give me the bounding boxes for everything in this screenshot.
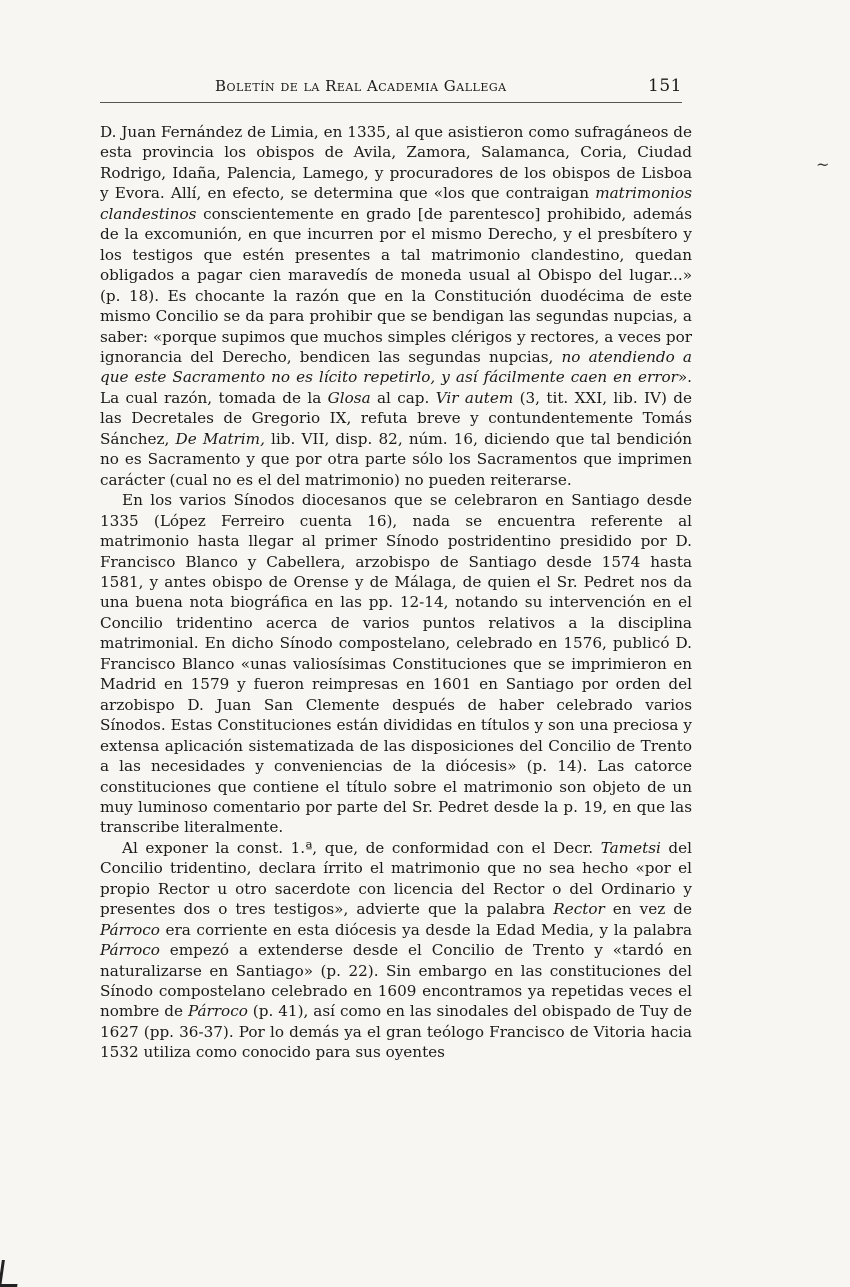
text-run: al cap. bbox=[370, 388, 436, 407]
paragraph bbox=[100, 122, 692, 490]
italic-text-run: Párroco bbox=[100, 920, 160, 939]
italic-text-run: De Matrim, bbox=[175, 429, 265, 448]
text-run: en vez de bbox=[604, 900, 692, 919]
italic-text-run: Vir autem bbox=[435, 388, 514, 407]
text-run: (3, tit. XXI, lib. IV) de las Decretales de Gregorio IX, refuta breve y contundentemente Tomás Sánchez, bbox=[100, 388, 692, 448]
text-run: ». La cual razón, tomada de la bbox=[100, 368, 692, 407]
text-run: conscientemente en grado [de parentesco] prohibido, además de la excomunión, en que incurren por el mismo Derecho, y el presbítero y los testigos que estén presentes a tal matrimonio clandestino, quedan obligados a pagar cien maravedís de moneda usual al Obispo del lugar...» (p. 18). Es chocante la razón que en la Constitución duodécima de este mismo Concilio se da para prohibir que se bendigan las segundas nupcias, a saber: «porque supimos que muchos simples clérigos y rectores, a veces por ignorancia del Derecho, bendicen las segundas nupcias, bbox=[100, 204, 692, 366]
text-run: D. Juan Fernández de Limia, en 1335, al que asistieron como sufragáneos de esta provincia los obispos de Avila, Zamora, Salamanca, Coria, Ciudad Rodrigo, Idaña, Palencia, Lamego, y procuradores de los obispos de Lisboa y Evora. Allí, en efecto, se determina que «los que contraigan bbox=[100, 123, 692, 203]
text-run: del Concilio tridentino, declara írrito el matrimonio que no sea hecho «por el propio Rector u otro sacerdote con licencia del Rector o del Ordinario y presentes dos o tres testigos», advierte que la palabra bbox=[100, 838, 692, 919]
italic-text-run: no atendiendo a que este Sacramento no es lícito repetirlo, y así fácilmente caen en error bbox=[100, 347, 692, 387]
text-run: (p. 41), así como en las sinodales del obispado de Tuy de 1627 (pp. 36-37). Por lo demás ya el gran teólogo Francisco de Vitoria hacia 1532 utiliza como conocido para sus oyentes bbox=[100, 1002, 692, 1062]
italic-text-run: matrimonios clandestinos bbox=[100, 184, 692, 223]
italic-text-run: Rector bbox=[553, 900, 605, 919]
text-run: lib. VII, disp. 82, núm. 16, diciendo que tal bendición no es Sacramento y que por otra parte sólo los Sacramentos que imprimen carácter (cual no es el del matrimonio) no pueden reiterarse. bbox=[100, 429, 692, 489]
text-run: era corriente en esta diócesis ya desde la Edad Media, y la palabra bbox=[159, 920, 692, 939]
italic-text-run: Glosa bbox=[327, 388, 371, 407]
italic-text-run: Párroco bbox=[187, 1002, 248, 1021]
text-run: empezó a extenderse desde el Concilio de Trento y «tardó en naturalizarse en Santiago» (p. 22). Sin embargo en las constituciones del Sínodo compostelano celebrado en 1609 encontramos ya repetidas veces el nombre de bbox=[100, 941, 692, 1021]
journal-title: Boletín de la Real Academia Gallega bbox=[215, 77, 507, 95]
header-rule bbox=[100, 102, 682, 103]
paragraph bbox=[100, 838, 692, 1063]
corner-scan-mark bbox=[0, 1260, 21, 1287]
margin-note: ~ bbox=[816, 155, 830, 174]
body-text bbox=[100, 122, 692, 1063]
italic-text-run: Párroco bbox=[100, 941, 160, 960]
italic-text-run: Tametsi bbox=[600, 838, 661, 857]
text-run: Al exponer la const. 1.ª, que, de conformidad con el Decr. bbox=[122, 838, 601, 857]
page-number: 151 bbox=[648, 76, 682, 96]
running-head bbox=[100, 76, 682, 96]
paragraph bbox=[100, 490, 692, 838]
text-run: En los varios Sínodos diocesanos que se celebraron en Santiago desde 1335 (López Ferreiro cuenta 16), nada se encuentra referente al matrimonio hasta llegar al primer Sínodo postridentino presidido por D. Francisco Blanco y Cabellera, arzobispo de Santiago desde 1574 hasta 1581, y antes obispo de Orense y de Málaga, de quien el Sr. Pedret nos da una buena nota biográfica en las pp. 12-14, notando su intervención en el Concilio tridentino acerca de varios puntos relativos a la disciplina matrimonial. En dicho Sínodo compostelano, celebrado en 1576, publicó D. Francisco Blanco «unas valiosísimas Constituciones que se imprimieron en Madrid en 1579 y fueron reimpresas en 1601 en Santiago por orden del arzobispo D. Juan San Clemente después de haber celebrado varios Sínodos. Estas Constituciones están divididas en títulos y son una preciosa y extensa aplicación sistematizada de las disposiciones del Concilio de Trento a las necesidades y conveniencias de la diócesis» (p. 14). Las catorce constituciones que contiene el título sobre el matrimonio son objeto de un muy luminoso comentario por parte del Sr. Pedret desde la p. 19, en que las transcribe literalmente. bbox=[100, 491, 692, 837]
